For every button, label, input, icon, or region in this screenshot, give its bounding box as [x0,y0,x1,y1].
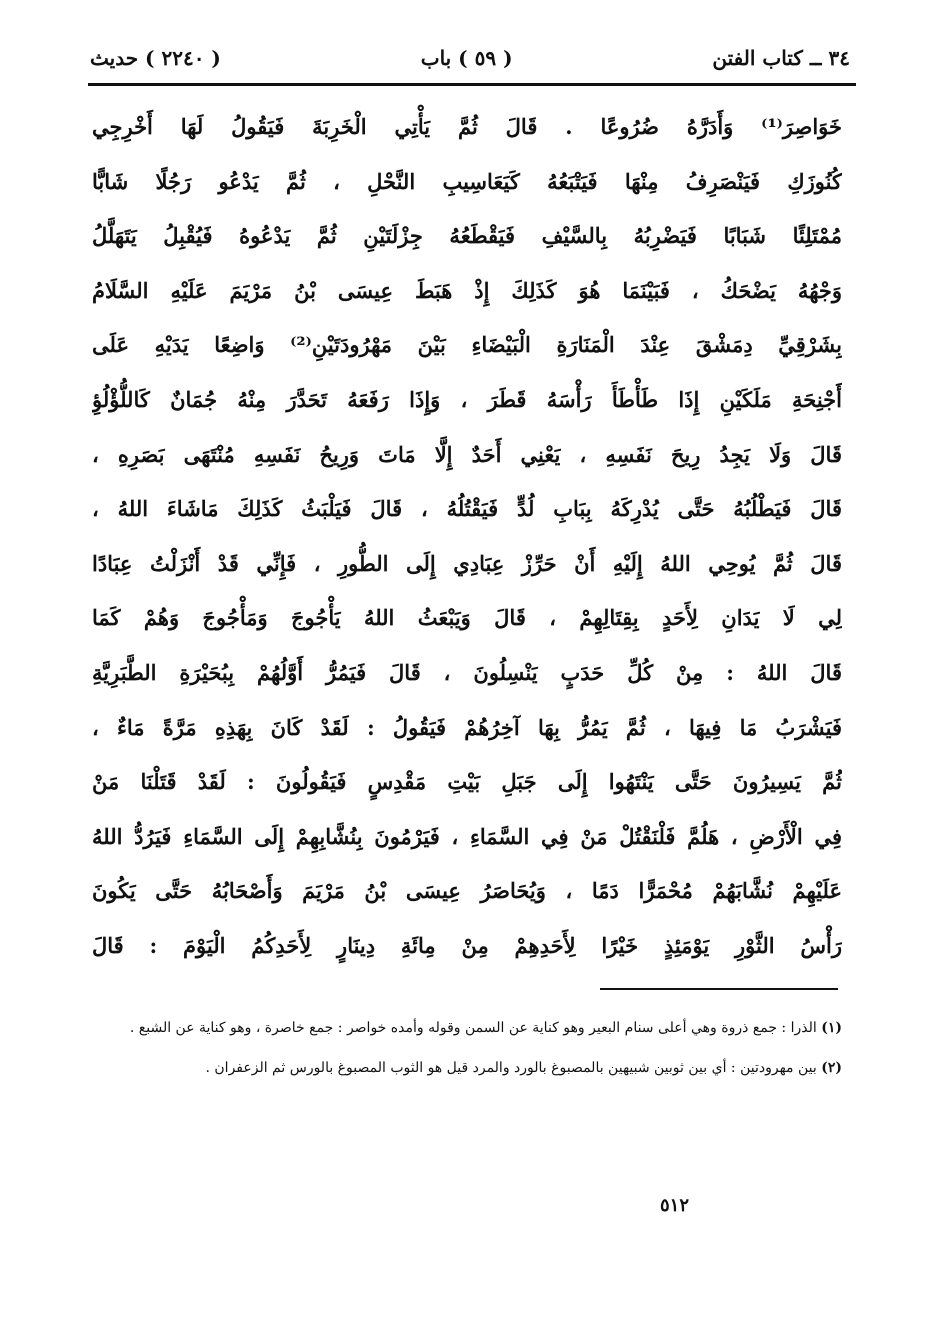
body-line: وَجْهُهُ يَضْحَكُ ، فَبَيْنَمَا هُوَ كَذَلِكَ إِذْ هَبَطَ عِيسَى بْنُ مَرْيَمَ عَلَيْهِ السَّلَامُ [92,277,842,303]
header-chapter: ( ٥٩ ) باب [420,46,513,70]
footnote-2 [92,1050,842,1086]
body-line: قَالَ فَيَطْلُبُهُ حَتَّى يُدْرِكَهُ بِبَابِ لُدٍّ فَيَقْتُلُهُ ، قَالَ فَيَلْبَثُ كَذَلِكَ مَاشَاءَ اللهُ ، [92,496,842,522]
body-line: عَلَيْهِمْ نُشَّابَهُمْ مُحْمَرًّا دَمًا ، وَيُحَاصَرُ عِيسَى بْنُ مَرْيَمَ وَأَصْحَابُهُ حَتَّى يَكُونَ [92,878,842,904]
footnote-1 [92,1010,842,1046]
footnote-number: (١) [821,1020,842,1036]
body-line: فِي الْأَرْضِ ، هَلُمَّ فَلْنَقْتُلْ مَنْ فِي السَّمَاءِ ، فَيَرْمُونَ بِنُشَّابِهِمْ إِلَى السَّمَاءِ فَيَرُدُّ اللهُ [92,823,842,849]
footnote-divider [600,988,838,990]
footnote-text: بين مهرودتين : أي بين ثوبين شبيهين بالمصبوغ بالورد والمرد قيل هو الثوب المصبوغ بالورس ثم الزعفران . [205,1060,817,1076]
hadith-body-text [92,100,842,974]
body-line: مُمْتَلِئًا شَبَابًا فَيَضْرِبُهُ بِالسَّيْفِ فَيَقْطَعُهُ جِزْلَتَيْنِ ثُمَّ يَدْعُوهُ فَيُقْبِلُ يَتَهَلَّلُ [92,223,842,249]
page-header [90,38,850,78]
header-book-title: ٣٤ ــ كتاب الفتن [712,46,850,70]
body-line: قَالَ وَلَا يَجِدُ رِيحَ نَفَسِهِ ، يَعْنِي أَحَدٌ إِلَّا مَاتَ وَرِيحُ نَفَسِهِ مُنْتَهَى بَصَرِهِ ، [92,441,842,467]
body-line: رَأْسُ الثَّوْرِ يَوْمَئِذٍ خَيْرًا لِأَحَدِهِمْ مِنْ مِائَةِ دِينَارٍ لِأَحَدِكُمُ الْيَوْمَ : قَالَ [92,932,842,958]
body-line: قَالَ اللهُ : مِنْ كُلِّ حَدَبٍ يَنْسِلُونَ ، قَالَ فَيَمُرُّ أَوَّلُهُمْ بِبُحَيْرَةِ الطَّبَرِيَّةِ [92,659,842,685]
header-hadith-number: ( ٢٢٤٠ ) حديث [90,46,221,70]
footnotes [92,1010,842,1090]
header-divider [88,83,856,86]
footnote-number: (٢) [821,1060,842,1076]
body-line: أَجْنِحَةِ مَلَكَيْنِ إِذَا طَأْطَأَ رَأْسَهُ قَطَرَ ، وَإِذَا رَفَعَهُ تَحَدَّرَ مِنْهُ جُمَانٌ كَاللُّؤْلُؤِ [92,386,842,412]
body-line: فَيَشْرَبُ مَا فِيهَا ، ثُمَّ يَمُرُّ بِهَا آخِرُهُمْ فَيَقُولُ : لَقَدْ كَانَ بِهَذِهِ مَرَّةً مَاءٌ ، [92,714,842,740]
body-line: ثُمَّ يَسِيرُونَ حَتَّى يَنْتَهُوا إِلَى جَبَلِ بَيْتِ مَقْدِسٍ فَيَقُولُونَ : لَقَدْ قَتَلْنَا مَنْ [92,769,842,795]
body-line: قَالَ ثُمَّ يُوحِي اللهُ إِلَيْهِ أَنْ حَرِّزْ عِبَادِي إِلَى الطُّورِ ، فَإِنِّي قَدْ أَنْزَلْتُ عِبَادًا [92,550,842,576]
body-line: بِشَرْقِيِّ دِمَشْقَ عِنْدَ الْمَنَارَةِ الْبَيْضَاءِ بَيْنَ مَهْرُودَتَيْنِ⁽²⁾ وَاضِعًا يَدَيْهِ عَلَى [92,332,842,358]
footnote-text: الذرا : جمع ذروة وهي أعلى سنام البعير وهو كناية عن السمن وقوله وأمده خواصر : جمع خاصرة ، وهو كناية عن الشبع . [129,1020,817,1036]
body-line: لِي لَا يَدَانِ لِأَحَدٍ بِقِتَالِهِمْ ، قَالَ وَيَبْعَثُ اللهُ يَأْجُوجَ وَمَأْجُوجَ وَهُمْ كَمَا [92,605,842,631]
body-line: كُنُوزَكِ فَيَنْصَرِفُ مِنْهَا فَيَتْبَعُهُ كَيَعَاسِيبِ النَّحْلِ ، ثُمَّ يَدْعُو رَجُلًا شَابًّا [92,168,842,194]
body-line: خَوَاصِرَ⁽¹⁾ وَأَدَرَّهُ ضُرُوعًا . قَالَ ثُمَّ يَأْتِي الْخَرِبَةَ فَيَقُولُ لَهَا أَخْرِجِي [92,114,842,139]
page-number: ٥١٢ [660,1195,690,1216]
